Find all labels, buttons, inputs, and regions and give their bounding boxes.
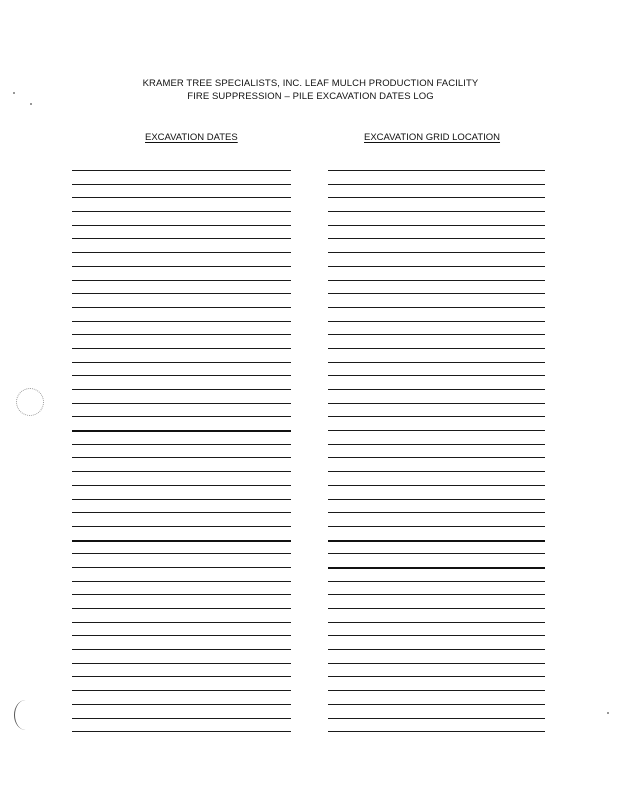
excavation-date-entry-line — [72, 594, 291, 608]
scan-speck — [13, 92, 15, 94]
excavation-date-entry-line — [72, 334, 291, 348]
grid-location-entry-line — [328, 266, 545, 280]
grid-location-entry-line — [328, 375, 545, 389]
excavation-date-entry-line — [72, 170, 291, 184]
grid-location-entry-line — [328, 512, 545, 526]
grid-location-entry-line — [328, 444, 545, 458]
grid-location-entry-line — [328, 499, 545, 513]
grid-location-entry-line — [328, 553, 545, 567]
grid-location-entry-line — [328, 485, 545, 499]
excavation-date-entry-line — [72, 184, 291, 198]
grid-location-entry-line — [328, 731, 545, 745]
excavation-date-entry-line — [72, 375, 291, 389]
excavation-date-entry-line — [72, 485, 291, 499]
excavation-date-entry-line — [72, 238, 291, 252]
grid-location-entry-line — [328, 211, 545, 225]
excavation-date-entry-line — [72, 649, 291, 663]
excavation-date-entry-line — [72, 197, 291, 211]
excavation-date-entry-line — [72, 540, 291, 554]
grid-location-entry-line — [328, 663, 545, 677]
excavation-date-entry-line — [72, 403, 291, 417]
grid-location-entry-line — [328, 184, 545, 198]
excavation-date-entry-line — [72, 293, 291, 307]
grid-location-entry-line — [328, 649, 545, 663]
grid-location-entry-line — [328, 676, 545, 690]
grid-location-entry-line — [328, 170, 545, 184]
excavation-date-entry-line — [72, 348, 291, 362]
grid-location-entry-line — [328, 334, 545, 348]
grid-location-entry-line — [328, 252, 545, 266]
excavation-date-entry-line — [72, 430, 291, 444]
grid-location-entry-line — [328, 690, 545, 704]
grid-location-entry-line — [328, 430, 545, 444]
excavation-date-entry-line — [72, 225, 291, 239]
grid-location-entry-line — [328, 225, 545, 239]
grid-location-entry-line — [328, 704, 545, 718]
excavation-date-entry-line — [72, 252, 291, 266]
excavation-date-entry-line — [72, 635, 291, 649]
excavation-date-entry-line — [72, 581, 291, 595]
punch-hole-mark — [16, 388, 44, 416]
excavation-date-entry-line — [72, 676, 291, 690]
excavation-date-entry-line — [72, 608, 291, 622]
grid-location-entry-line — [328, 293, 545, 307]
document-title-line-2: FIRE SUPPRESSION – PILE EXCAVATION DATES LOG — [187, 91, 434, 102]
grid-location-entry-line — [328, 362, 545, 376]
excavation-date-entry-line — [72, 512, 291, 526]
grid-location-entry-line — [328, 389, 545, 403]
grid-location-entry-line — [328, 594, 545, 608]
grid-location-entry-line — [328, 718, 545, 732]
excavation-grid-location-header: EXCAVATION GRID LOCATION — [364, 132, 501, 143]
document-title-line-1: KRAMER TREE SPECIALISTS, INC. LEAF MULCH PRODUCTION FACILITY — [142, 78, 479, 89]
grid-location-entry-line — [328, 608, 545, 622]
grid-location-entry-line — [328, 526, 545, 540]
excavation-date-entry-line — [72, 416, 291, 430]
grid-location-entry-line — [328, 197, 545, 211]
excavation-date-entry-line — [72, 444, 291, 458]
excavation-date-entry-line — [72, 211, 291, 225]
excavation-date-entry-line — [72, 389, 291, 403]
excavation-date-entry-line — [72, 471, 291, 485]
excavation-date-entry-line — [72, 718, 291, 732]
excavation-date-entry-line — [72, 362, 291, 376]
excavation-date-entry-line — [72, 266, 291, 280]
scan-speck — [607, 712, 609, 714]
excavation-dates-header: EXCAVATION DATES — [145, 132, 238, 143]
excavation-date-entry-line — [72, 499, 291, 513]
grid-location-entry-line — [328, 416, 545, 430]
excavation-date-entry-line — [72, 663, 291, 677]
grid-location-entry-line — [328, 635, 545, 649]
punch-hole-mark — [14, 700, 37, 730]
excavation-date-entry-line — [72, 526, 291, 540]
excavation-date-entry-line — [72, 731, 291, 745]
grid-location-entry-line — [328, 403, 545, 417]
excavation-date-entry-line — [72, 567, 291, 581]
grid-location-entry-line — [328, 567, 545, 581]
grid-location-entry-line — [328, 280, 545, 294]
excavation-dates-column — [72, 170, 291, 745]
grid-location-entry-line — [328, 581, 545, 595]
scan-speck — [30, 103, 32, 105]
excavation-date-entry-line — [72, 690, 291, 704]
grid-location-entry-line — [328, 622, 545, 636]
excavation-date-entry-line — [72, 622, 291, 636]
excavation-date-entry-line — [72, 457, 291, 471]
grid-location-entry-line — [328, 348, 545, 362]
excavation-grid-location-column — [328, 170, 545, 745]
grid-location-entry-line — [328, 457, 545, 471]
grid-location-entry-line — [328, 540, 545, 554]
grid-location-entry-line — [328, 321, 545, 335]
excavation-date-entry-line — [72, 321, 291, 335]
grid-location-entry-line — [328, 471, 545, 485]
excavation-date-entry-line — [72, 553, 291, 567]
excavation-date-entry-line — [72, 704, 291, 718]
grid-location-entry-line — [328, 238, 545, 252]
grid-location-entry-line — [328, 307, 545, 321]
excavation-date-entry-line — [72, 307, 291, 321]
excavation-date-entry-line — [72, 280, 291, 294]
